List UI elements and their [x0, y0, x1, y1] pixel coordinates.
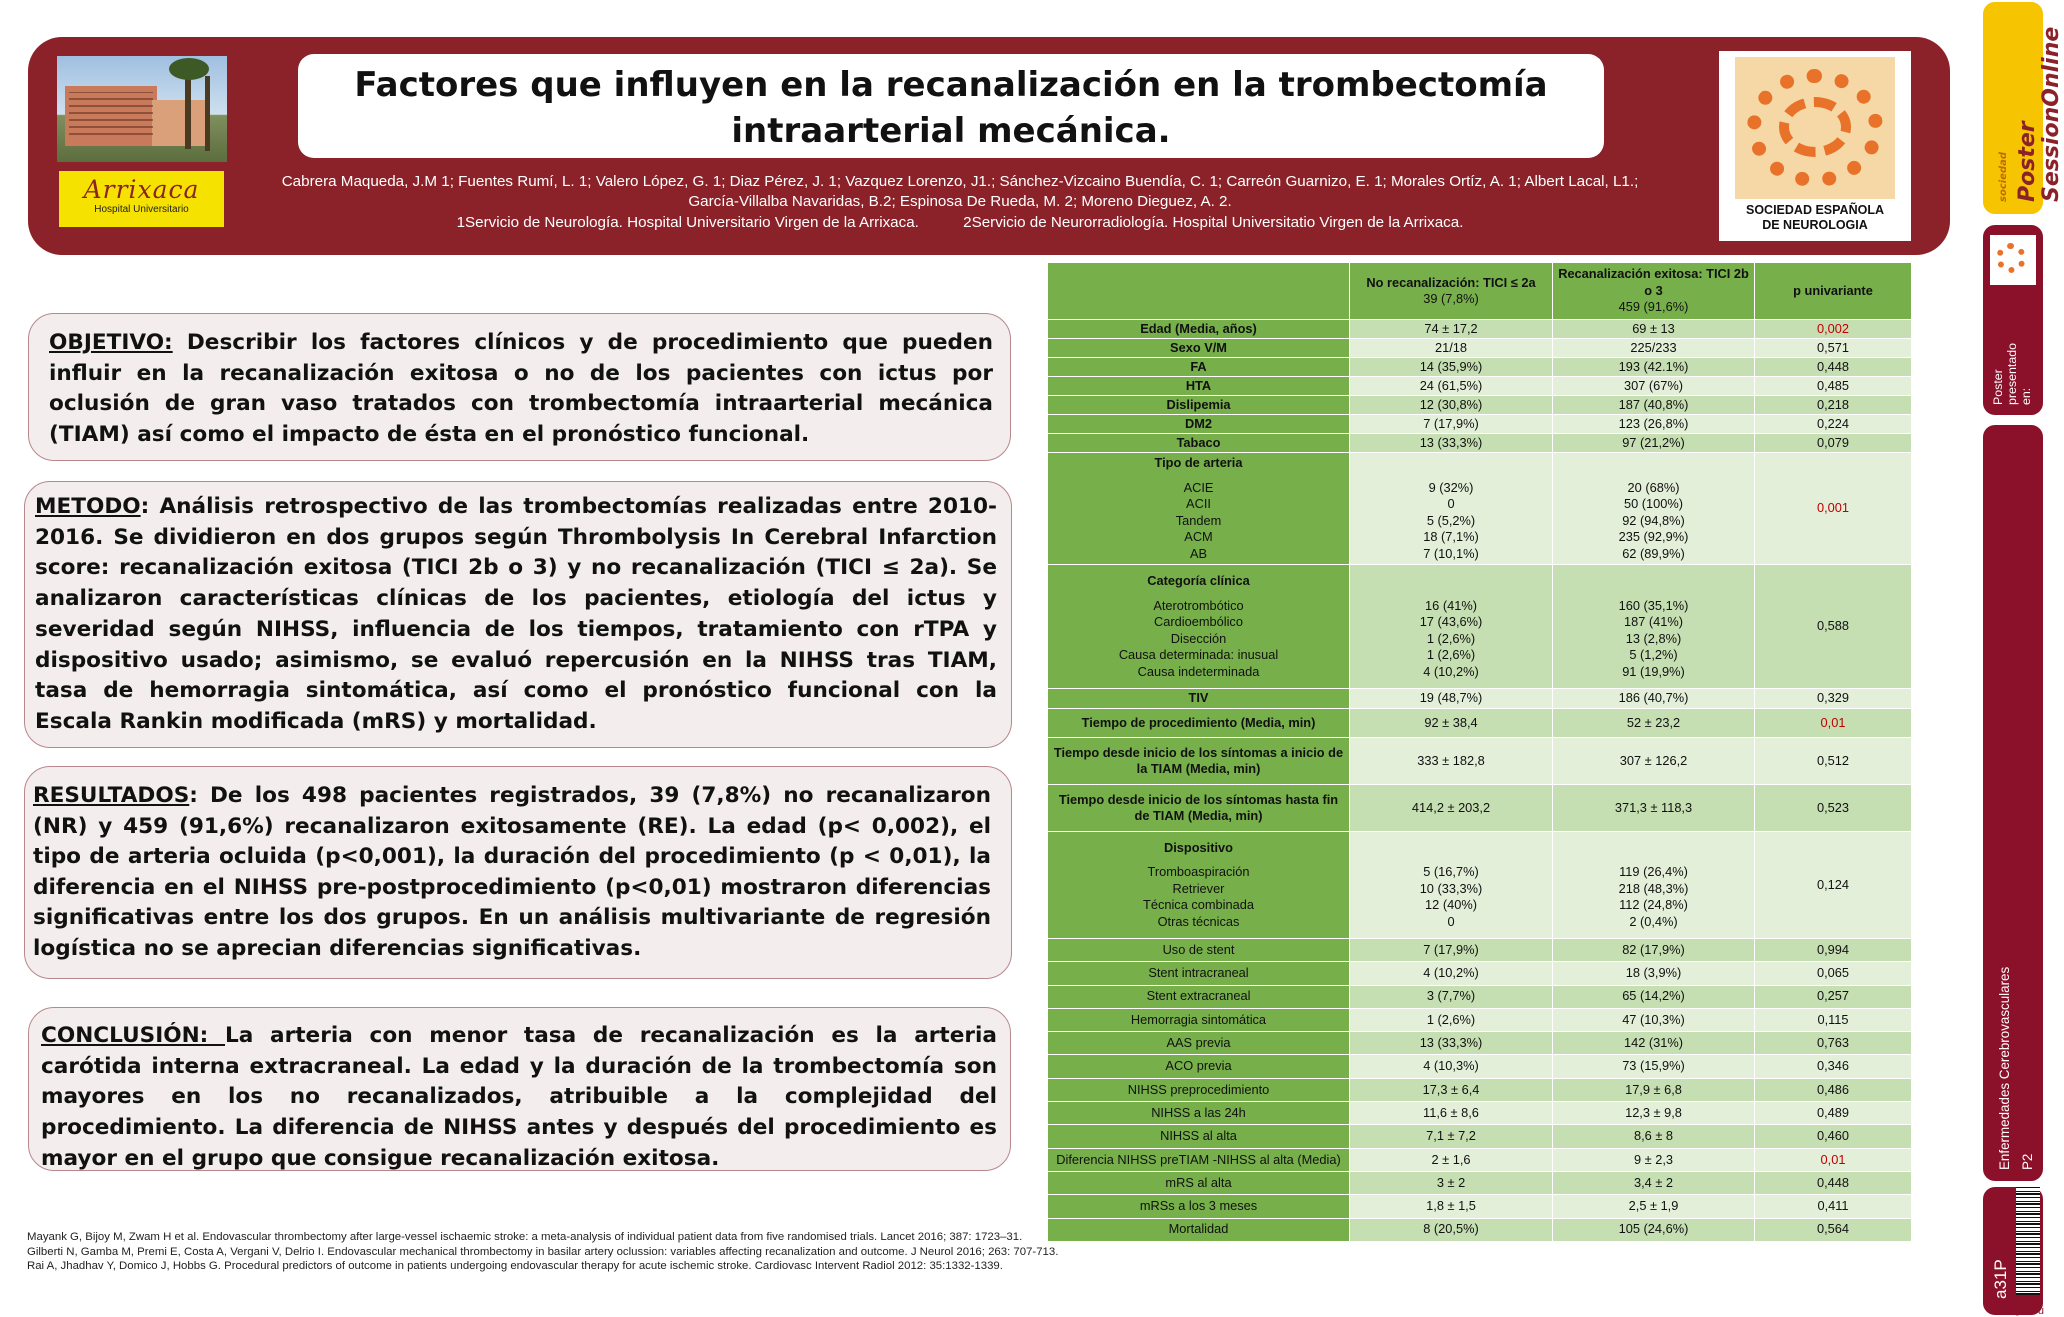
- value-recanalizacion: 225/233: [1553, 339, 1755, 358]
- value-no-recanalizacion: 4 (10,2%): [1350, 962, 1553, 985]
- group-item-label: Técnica combinada: [1143, 897, 1254, 913]
- row-label: Tiempo desde inicio de los síntomas hasta fin de TIAM (Media, min): [1048, 785, 1350, 832]
- presented-line-3: en:: [2019, 387, 2033, 405]
- group-item-value: 5 (16,7%): [1423, 864, 1479, 880]
- resultados-box: [24, 766, 1012, 979]
- value-no-recanalizacion: 8 (20,5%): [1350, 1218, 1553, 1241]
- group-item-label: Cardioembólico: [1154, 614, 1243, 629]
- value-no-recanalizacion: [1350, 565, 1553, 689]
- metodo-text: : Análisis retrospectivo de las trombectomías realizadas entre 2010-2016. Se dividieron en dos grupos según Thrombolysis In Cerebral Infarction score: recanalización exitosa (TICI 2b o 3) y no recanalización (TICI ≤ 2a). Se analizaron características clínicas de los pacientes, etiología del ictus y severidad según NIHSS, influencia de los tiempos, tratamiento con rTPA y dispositivo usado; asimismo, se evaluó repercusión en la NIHSS tras TIAM, tasa de hemorragia sintomática, así como el pronóstico funcional con la Escala Rankin modificada (mRS) y mortalidad.: [35, 494, 997, 734]
- table-header-blank: [1048, 263, 1350, 320]
- value-no-recanalizacion: 3 (7,7%): [1350, 985, 1553, 1008]
- value-recanalizacion: 12,3 ± 9,8: [1553, 1102, 1755, 1125]
- group-item-value: 13 (2,8%): [1625, 630, 1682, 646]
- table-header-recanalizacion: Recanalización exitosa: TICI 2b o 3 459 (91,6%): [1553, 263, 1755, 320]
- row-label: mRS al alta: [1048, 1171, 1350, 1194]
- presented-line-2: presentado: [2005, 342, 2019, 405]
- poster-title-box: [298, 54, 1604, 158]
- table-row: [1048, 415, 1912, 434]
- affiliation-neurologia: 1Servicio de Neurología. Hospital Universitario Virgen de la Arrixaca.: [456, 214, 919, 231]
- conclusion-heading: CONCLUSIÓN:: [41, 1023, 225, 1048]
- value-p: 0,571: [1755, 339, 1912, 358]
- row-label: Stent intracraneal: [1048, 962, 1350, 985]
- value-no-recanalizacion: 12 (30,8%): [1350, 396, 1553, 415]
- group-item-label: Aterotrombótico: [1153, 597, 1244, 613]
- group-item-label: Causa determinada: inusual: [1118, 647, 1279, 662]
- table-row: [1048, 939, 1912, 962]
- table-row: [1048, 785, 1912, 832]
- value-recanalizacion: 187 (40,8%): [1553, 396, 1755, 415]
- group-item-value: 18 (7,1%): [1423, 529, 1479, 544]
- group-item-value: 4 (10,2%): [1423, 663, 1479, 679]
- group-item-value: 17 (43,6%): [1419, 614, 1483, 629]
- value-recanalizacion: 371,3 ± 118,3: [1553, 785, 1755, 832]
- value-no-recanalizacion: [1350, 832, 1553, 939]
- value-p: 0,448: [1755, 1171, 1912, 1194]
- row-label: AAS previa: [1048, 1032, 1350, 1055]
- value-p: 0,460: [1755, 1125, 1912, 1148]
- value-no-recanalizacion: 19 (48,7%): [1350, 689, 1553, 709]
- group-item-label: ACII: [1186, 496, 1211, 511]
- value-p: 0,485: [1755, 377, 1912, 396]
- value-p: 0,523: [1755, 785, 1912, 832]
- value-recanalizacion: 3,4 ± 2: [1553, 1171, 1755, 1194]
- row-label: Hemorragia sintomática: [1048, 1008, 1350, 1031]
- group-item-label: Disección: [1170, 630, 1227, 646]
- value-recanalizacion: 18 (3,9%): [1553, 962, 1755, 985]
- group-item-value: 16 (41%): [1425, 597, 1477, 613]
- row-label: Diferencia NIHSS preTIAM -NIHSS al alta (Media): [1048, 1148, 1350, 1171]
- value-recanalizacion: 142 (31%): [1553, 1032, 1755, 1055]
- value-no-recanalizacion: 3 ± 2: [1350, 1171, 1553, 1194]
- table-row: [1048, 1008, 1912, 1031]
- table-row: [1048, 1102, 1912, 1125]
- metodo-heading: METODO: [35, 494, 141, 519]
- value-recanalizacion: 73 (15,9%): [1553, 1055, 1755, 1078]
- table-row: [1048, 962, 1912, 985]
- row-label: [1048, 832, 1350, 939]
- references: [27, 1230, 1187, 1274]
- value-no-recanalizacion: 1,8 ± 1,5: [1350, 1195, 1553, 1218]
- author-label: Jose Maria Cabrera Maqueda: [2043, 992, 2058, 1170]
- group-item-label: Causa indeterminada: [1137, 663, 1260, 679]
- table-row: [1048, 434, 1912, 453]
- value-p: 0,486: [1755, 1078, 1912, 1101]
- group-item-value: 20 (68%): [1627, 479, 1680, 495]
- value-recanalizacion: [1553, 453, 1755, 565]
- group-item-value: 0: [1447, 496, 1455, 511]
- value-p: 0,763: [1755, 1032, 1912, 1055]
- row-label: HTA: [1048, 377, 1350, 396]
- value-p: 0,124: [1755, 832, 1912, 939]
- value-no-recanalizacion: 7 (17,9%): [1350, 939, 1553, 962]
- group-item-value: 112 (24,8%): [1619, 897, 1688, 913]
- value-recanalizacion: 307 (67%): [1553, 377, 1755, 396]
- value-recanalizacion: 8,6 ± 8: [1553, 1125, 1755, 1148]
- value-recanalizacion: 307 ± 126,2: [1553, 738, 1755, 785]
- reference-item: Mayank G, Bijoy M, Zwam H et al. Endovascular thrombectomy after large-vessel ischaemic stroke: a meta-analysis of individual patient data from five randomised trials. Lancet 2016; 387: 1723–31.: [27, 1231, 1023, 1243]
- row-label: Edad (Media, años): [1048, 320, 1350, 339]
- value-no-recanalizacion: 14 (35,9%): [1350, 358, 1553, 377]
- value-p: 0,01: [1755, 709, 1912, 738]
- group-item-value: 91 (19,9%): [1622, 663, 1685, 679]
- hospital-logo-subtitle: Hospital Universitario: [94, 204, 189, 215]
- value-recanalizacion: 9 ± 2,3: [1553, 1148, 1755, 1171]
- table-row: [1048, 377, 1912, 396]
- group-item-value: 92 (94,8%): [1622, 512, 1685, 528]
- group-item-value: 1 (2,6%): [1426, 630, 1476, 646]
- resultados-heading: RESULTADOS: [33, 783, 190, 808]
- objetivo-heading: OBJETIVO:: [49, 330, 173, 355]
- table-row-group: [1048, 832, 1912, 939]
- value-recanalizacion: [1553, 832, 1755, 939]
- value-p: 0,065: [1755, 962, 1912, 985]
- value-p: 0,218: [1755, 396, 1912, 415]
- value-p: 0,411: [1755, 1195, 1912, 1218]
- society-logo-label: SOCIEDAD ESPAÑOLA DE NEUROLOGIA: [1746, 203, 1884, 232]
- table-row: [1048, 1032, 1912, 1055]
- value-p: 0,994: [1755, 939, 1912, 962]
- signature: nesa9: [2014, 1305, 2044, 1317]
- conclusion-box: [28, 1007, 1011, 1171]
- group-title: Categoría clínica: [1147, 573, 1250, 588]
- row-label: NIHSS preprocedimiento: [1048, 1078, 1350, 1101]
- group-item-label: Tromboaspiración: [1147, 864, 1250, 880]
- value-no-recanalizacion: 74 ± 17,2: [1350, 320, 1553, 339]
- brain-logo-icon: [1735, 57, 1895, 199]
- affiliations: [270, 214, 1650, 231]
- group-item-label: AB: [1189, 545, 1208, 561]
- value-no-recanalizacion: 7 (17,9%): [1350, 415, 1553, 434]
- value-p: 0,224: [1755, 415, 1912, 434]
- value-p: 0,001: [1755, 453, 1912, 565]
- poster-code: a31P: [1991, 1259, 2010, 1299]
- value-no-recanalizacion: 7,1 ± 7,2: [1350, 1125, 1553, 1148]
- row-label: Stent extracraneal: [1048, 985, 1350, 1008]
- value-no-recanalizacion: 333 ± 182,8: [1350, 738, 1553, 785]
- conclusion-text: La arteria con menor tasa de recanalización es la arteria carótida interna extracraneal. La edad y la duración de la trombectomía son mayores en los no recanalizados, atribuible a la complejidad del procedimiento. La diferencia de NIHSS antes y después del procedimiento es mayor en el grupo que consigue recanalización exitosa.: [41, 1023, 998, 1171]
- group-item-value: 9 (32%): [1428, 479, 1474, 495]
- value-p: 0,512: [1755, 738, 1912, 785]
- row-label: Uso de stent: [1048, 939, 1350, 962]
- table-row: [1048, 1055, 1912, 1078]
- row-label: mRSs a los 3 meses: [1048, 1195, 1350, 1218]
- row-label: ACO previa: [1048, 1055, 1350, 1078]
- table-row-group: [1048, 565, 1912, 689]
- brand-small-text: sociedad: [1998, 151, 2009, 202]
- reference-item: Rai A, Jhadhav Y, Domico J, Hobbs G. Procedural predictors of outcome in patients undergoing endovascular therapy for acute ischemic stroke. Cardiovasc Intervent Radiol 2012: 35:1332-1339.: [27, 1260, 1003, 1273]
- value-p: 0,346: [1755, 1055, 1912, 1078]
- group-item-label: ACM: [1184, 529, 1213, 544]
- group-item-value: 235 (92,9%): [1618, 529, 1689, 544]
- value-no-recanalizacion: 1 (2,6%): [1350, 1008, 1553, 1031]
- presented-at-panel: [1983, 225, 2043, 415]
- row-label: DM2: [1048, 415, 1350, 434]
- barcode: [2016, 1187, 2040, 1295]
- value-recanalizacion: 123 (26,8%): [1553, 415, 1755, 434]
- value-no-recanalizacion: 414,2 ± 203,2: [1350, 785, 1553, 832]
- table-row: [1048, 339, 1912, 358]
- metodo-box: [24, 481, 1012, 748]
- table-header-p-value: p univariante: [1755, 263, 1912, 320]
- row-label: Dislipemia: [1048, 396, 1350, 415]
- group-item-value: 5 (5,2%): [1426, 512, 1476, 528]
- group-item-value: 5 (1,2%): [1629, 647, 1678, 662]
- affiliation-neurorradiologia: 2Servicio de Neurorradiología. Hospital Universitatio Virgen de la Arrixaca.: [963, 214, 1464, 231]
- table-row: [1048, 1078, 1912, 1101]
- value-recanalizacion: 2,5 ± 1,9: [1553, 1195, 1755, 1218]
- value-no-recanalizacion: 13 (33,3%): [1350, 434, 1553, 453]
- group-item-value: 2 (0,4%): [1629, 913, 1678, 929]
- poster-title-line1: Factores que influyen en la recanalización en la trombectomía: [354, 65, 1548, 105]
- row-label: Tabaco: [1048, 434, 1350, 453]
- group-item-label: Retriever: [1172, 880, 1225, 896]
- table-row: [1048, 689, 1912, 709]
- value-no-recanalizacion: 13 (33,3%): [1350, 1032, 1553, 1055]
- table-row: [1048, 709, 1912, 738]
- value-recanalizacion: 47 (10,3%): [1553, 1008, 1755, 1031]
- value-no-recanalizacion: 2 ± 1,6: [1350, 1148, 1553, 1171]
- value-p: 0,489: [1755, 1102, 1912, 1125]
- value-recanalizacion: 105 (24,6%): [1553, 1218, 1755, 1241]
- group-item-value: 12 (40%): [1425, 897, 1477, 913]
- value-recanalizacion: 65 (14,2%): [1553, 985, 1755, 1008]
- category-panel: [1983, 425, 2058, 1181]
- author-list: Cabrera Maqueda, J.M 1; Fuentes Rumí, L. 1; Valero López, G. 1; Diaz Pérez, J. 1; Vazquez Lorenzo, J1.; Sánchez-Vizcaino Buendía, C. 1; Carreón Guarnizo, E. 1; Morales Ortíz, A. 1; Albert Lacal, L1.; García-Villalba Navaridas, B.2; Espinosa De Rueda, M. 2; Moreno Dieguez, A. 2.: [281, 173, 1639, 210]
- value-p: 0,115: [1755, 1008, 1912, 1031]
- table-row: [1048, 985, 1912, 1008]
- hospital-logo-script: Arrixaca: [83, 175, 200, 204]
- row-label: Tiempo desde inicio de los síntomas a inicio de la TIAM (Media, min): [1048, 738, 1350, 785]
- hospital-logo: [59, 171, 224, 227]
- table-row: [1048, 396, 1912, 415]
- value-recanalizacion: 69 ± 13: [1553, 320, 1755, 339]
- row-label: Mortalidad: [1048, 1218, 1350, 1241]
- table-row: [1048, 738, 1912, 785]
- table-row: [1048, 1171, 1912, 1194]
- reference-item: Gilberti N, Gamba M, Premi E, Costa A, Vergani V, Delrio I. Endovascular mechanical thrombectomy in basilar artery oclussion: variables affecting recanalization and outcome. J Neurol 2016; 263: 707-713.: [27, 1245, 1059, 1258]
- society-mini-logo-icon: [1990, 235, 2036, 285]
- value-p: 0,01: [1755, 1148, 1912, 1171]
- table-row: [1048, 1125, 1912, 1148]
- row-label: NIHSS a las 24h: [1048, 1102, 1350, 1125]
- group-item-value: 0: [1447, 913, 1455, 929]
- value-p: 0,002: [1755, 320, 1912, 339]
- row-label: Sexo V/M: [1048, 339, 1350, 358]
- table-row: [1048, 358, 1912, 377]
- value-recanalizacion: 82 (17,9%): [1553, 939, 1755, 962]
- value-p: 0,588: [1755, 565, 1912, 689]
- value-no-recanalizacion: 17,3 ± 6,4: [1350, 1078, 1553, 1101]
- group-item-value: 10 (33,3%): [1419, 880, 1483, 896]
- table-row: [1048, 320, 1912, 339]
- row-label: Tiempo de procedimiento (Media, min): [1048, 709, 1350, 738]
- value-recanalizacion: 17,9 ± 6,8: [1553, 1078, 1755, 1101]
- value-p: 0,329: [1755, 689, 1912, 709]
- group-title: Dispositivo: [1164, 839, 1233, 855]
- objetivo-box: [28, 313, 1011, 461]
- poster-title: [298, 62, 1604, 154]
- results-table: [1047, 262, 1912, 1242]
- group-item-value: 62 (89,9%): [1622, 545, 1685, 561]
- presented-line-1: Poster: [1991, 369, 2005, 405]
- group-item-label: Otras técnicas: [1157, 913, 1240, 929]
- row-label: TIV: [1048, 689, 1350, 709]
- row-label: NIHSS al alta: [1048, 1125, 1350, 1148]
- table-row: [1048, 1195, 1912, 1218]
- group-item-value: 7 (10,1%): [1423, 545, 1479, 561]
- value-no-recanalizacion: [1350, 453, 1553, 565]
- hospital-building-photo: [57, 56, 227, 162]
- group-item-value: 160 (35,1%): [1618, 597, 1689, 613]
- group-item-value: 119 (26,4%): [1619, 864, 1688, 880]
- value-no-recanalizacion: 24 (61,5%): [1350, 377, 1553, 396]
- group-item-value: 1 (2,6%): [1426, 647, 1476, 662]
- resultados-text: : De los 498 pacientes registrados, 39 (7,8%) no recanalizaron (NR) y 459 (91,6%) recanalizaron exitosamente (RE). La edad (p< 0,002), el tipo de arteria ocluida (p<0,001), la duración del procedimiento (p < 0,01), la diferencia en el NIHSS pre-postprocedimiento (p<0,01) mostraron diferencias significativas entre los dos grupos. En un análisis multivariante de regresión logística no se aprecian diferencias significativas.: [33, 783, 991, 961]
- value-recanalizacion: [1553, 565, 1755, 689]
- group-item-value: 218 (48,3%): [1618, 880, 1689, 896]
- row-label: [1048, 565, 1350, 689]
- value-no-recanalizacion: 4 (10,3%): [1350, 1055, 1553, 1078]
- value-recanalizacion: 97 (21,2%): [1553, 434, 1755, 453]
- poster-session-online-badge: [1983, 2, 2064, 214]
- value-no-recanalizacion: 11,6 ± 8,6: [1350, 1102, 1553, 1125]
- value-no-recanalizacion: 21/18: [1350, 339, 1553, 358]
- objetivo-text: Describir los factores clínicos y de procedimiento que pueden influir en la recanalización exitosa o no de los pacientes con ictus por oclusión de gran vaso tratados con trombectomía intraarterial mecánica (TIAM) así como el impacto de ésta en el pronóstico funcional.: [49, 330, 993, 447]
- table-row: [1048, 1218, 1912, 1241]
- value-p: 0,257: [1755, 985, 1912, 1008]
- group-item-value: 187 (41%): [1623, 614, 1684, 629]
- society-logo: [1719, 51, 1911, 241]
- poster-title-line2: intraarterial mecánica.: [731, 111, 1171, 151]
- group-item-label: Tandem: [1175, 512, 1222, 528]
- value-no-recanalizacion: 92 ± 38,4: [1350, 709, 1553, 738]
- value-recanalizacion: 186 (40,7%): [1553, 689, 1755, 709]
- value-p: 0,448: [1755, 358, 1912, 377]
- table-header-no-recanalizacion: No recanalización: TICI ≤ 2a 39 (7,8%): [1350, 263, 1553, 320]
- value-p: 0,564: [1755, 1218, 1912, 1241]
- row-label: FA: [1048, 358, 1350, 377]
- row-label: [1048, 453, 1350, 565]
- table-row-group: [1048, 453, 1912, 565]
- value-recanalizacion: 52 ± 23,2: [1553, 709, 1755, 738]
- value-recanalizacion: 193 (42.1%): [1553, 358, 1755, 377]
- category-label: Enfermedades Cerebrovasculares P2: [1997, 966, 2035, 1170]
- brand-text: Poster SessionOnline: [2015, 26, 2064, 202]
- value-p: 0,079: [1755, 434, 1912, 453]
- group-item-value: 50 (100%): [1623, 496, 1684, 511]
- group-title: Tipo de arteria: [1154, 455, 1243, 470]
- group-item-label: ACIE: [1183, 479, 1214, 495]
- table-row: [1048, 1148, 1912, 1171]
